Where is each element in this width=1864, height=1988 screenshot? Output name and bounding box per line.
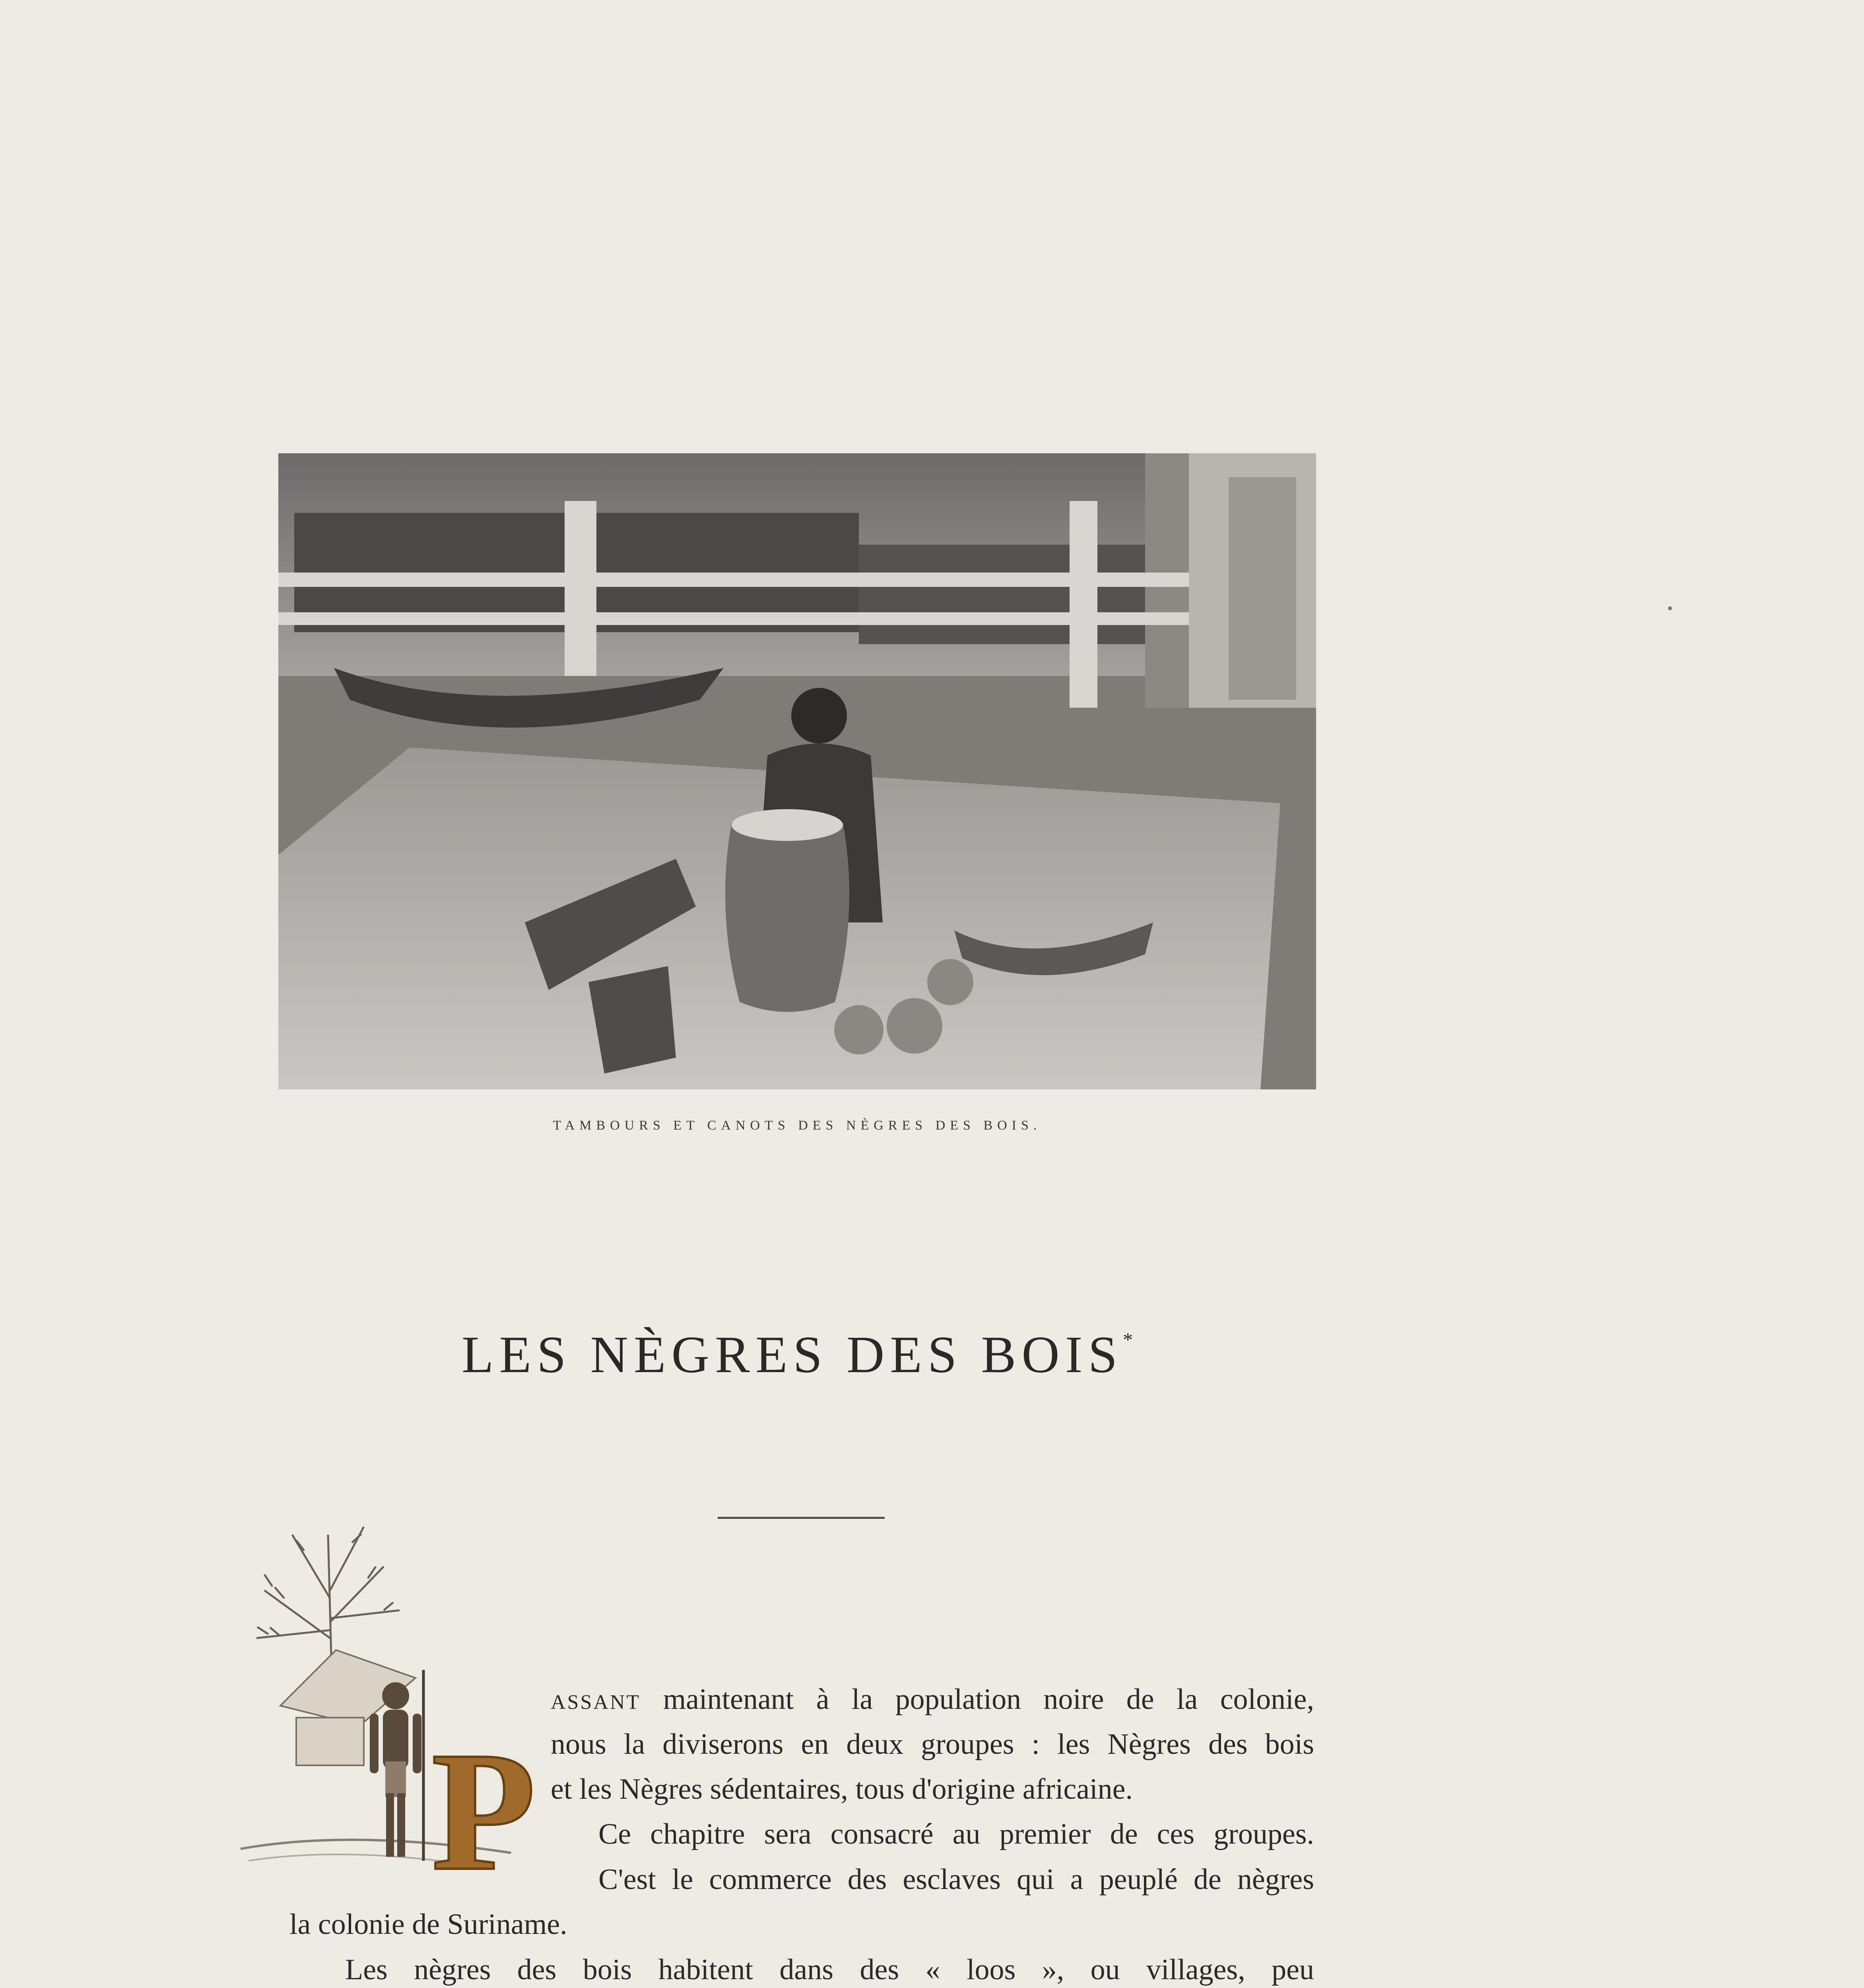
- body-line-1: [551, 1683, 1314, 1716]
- photograph-drums-and-canoes: [278, 453, 1316, 1089]
- body-line-5: C'est le commerce des esclaves qui a peuplé de nègres: [598, 1863, 1314, 1896]
- dropcap-letter: P: [431, 1717, 536, 1901]
- footnote-marker: *: [1123, 1328, 1133, 1351]
- chapter-title-text: LES NÈGRES DES BOIS: [461, 1325, 1123, 1384]
- body-line-6: la colonie de Suriname.: [289, 1908, 567, 1941]
- title-rule: [718, 1517, 885, 1519]
- dropcap-illustration: [233, 1519, 547, 1901]
- paper-speck: [1668, 606, 1672, 610]
- body-line-1-text: maintenant à la population noire de la colonie,: [663, 1683, 1314, 1716]
- figure-caption: TAMBOURS ET CANOTS DES NÈGRES DES BOIS.: [553, 1118, 1042, 1133]
- body-line-3: et les Nègres sédentaires, tous d'origine africaine.: [551, 1773, 1133, 1806]
- dropcap-rest: assant: [551, 1683, 641, 1716]
- body-line-4: Ce chapitre sera consacré au premier de ces groupes.: [598, 1818, 1314, 1850]
- body-line-7: Les nègres des bois habitent dans des « loos », ou villages, peu: [345, 1953, 1314, 1986]
- chapter-title: [278, 1324, 1316, 1385]
- body-line-2: nous la diviserons en deux groupes : les Nègres des bois: [551, 1728, 1314, 1761]
